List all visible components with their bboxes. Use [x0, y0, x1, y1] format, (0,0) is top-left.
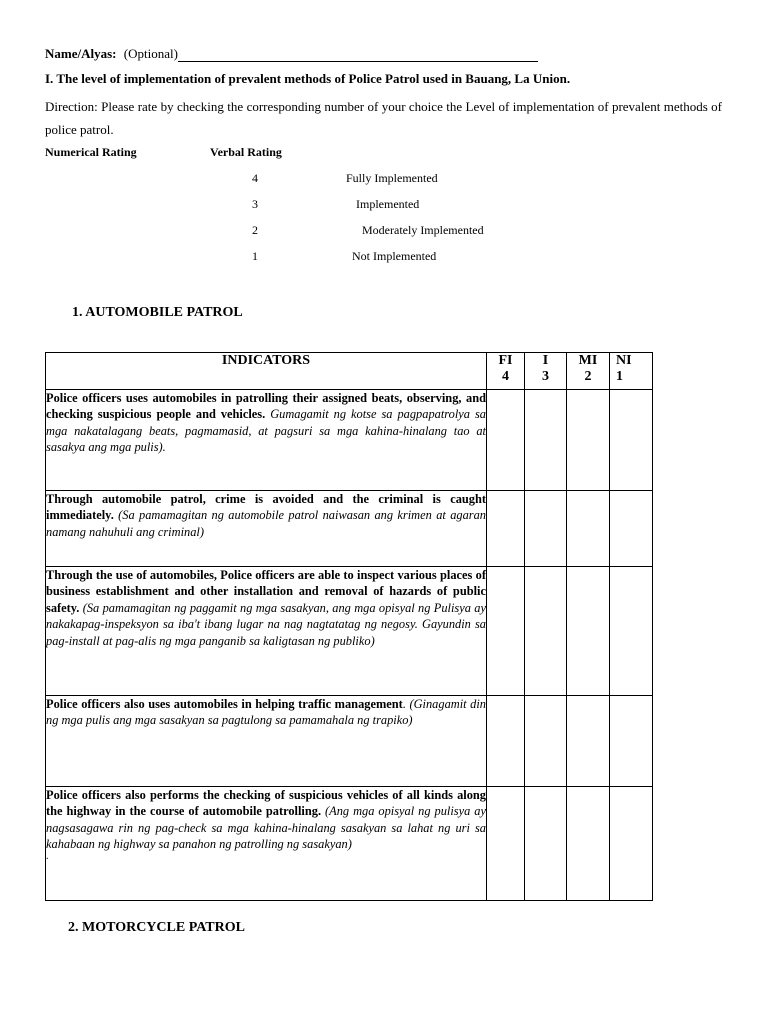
verbal-rating-header: Verbal Rating: [210, 145, 282, 159]
table-row: [46, 390, 653, 491]
rating-cell-ni[interactable]: [610, 491, 653, 567]
trailing-mark: .: [46, 850, 49, 862]
indicator-cell: [46, 390, 487, 491]
column-header-i: [525, 353, 567, 390]
indicator-english: Through automobile patrol, crime is avoided and the criminal is caught immediately.: [46, 492, 486, 523]
rating-cell-i[interactable]: [525, 787, 567, 901]
name-field-label-line: [45, 46, 178, 62]
indicator-filipino: (Sa pamamagitan ng automobile patrol naiwasan ang krimen at agaran namang nahuhuli ang criminal): [46, 508, 486, 539]
rating-cell-mi[interactable]: [567, 491, 610, 567]
rating-table: [45, 352, 653, 901]
rating-cell-i[interactable]: [525, 491, 567, 567]
column-num: 3: [542, 369, 549, 384]
column-abbr: MI: [578, 353, 598, 368]
rating-cell-ni[interactable]: [610, 390, 653, 491]
rating-cell-fi[interactable]: [487, 787, 525, 901]
direction-text: Direction: Please rate by checking the corresponding number of your choice the Level of implementation of prevalent methods of police patrol.: [45, 99, 722, 137]
rating-cell-i[interactable]: [525, 567, 567, 696]
name-label: Name/Alyas:: [45, 46, 117, 61]
rating-cell-ni[interactable]: [610, 696, 653, 787]
indicator-filipino: . (Ginagamit din ng mga pulis ang mga sasakyan sa pagtulong sa pamamahala ng trapiko): [46, 697, 486, 728]
section-title-motorcycle-patrol: 2. MOTORCYCLE PATROL: [68, 920, 245, 935]
numerical-rating-header: Numerical Rating: [45, 145, 137, 159]
column-header-ni: [610, 353, 653, 390]
column-header-fi: [487, 353, 525, 390]
column-abbr: FI: [498, 353, 513, 368]
rating-cell-fi[interactable]: [487, 390, 525, 491]
table-row: [46, 787, 653, 901]
section-heading: I. The level of implementation of prevalent methods of Police Patrol used in Bauang, La Union.: [45, 71, 571, 86]
column-header-mi: [567, 353, 610, 390]
section-title-automobile-patrol: 1. AUTOMOBILE PATROL: [72, 305, 243, 320]
rating-cell-i[interactable]: [525, 696, 567, 787]
rating-verbal: Moderately Implemented: [362, 223, 484, 237]
table-row: [46, 696, 653, 787]
column-num: 1: [616, 369, 623, 384]
rating-number: 2: [252, 223, 258, 237]
indicator-cell: [46, 696, 487, 787]
column-num: 4: [502, 369, 509, 384]
indicator-cell: [46, 567, 487, 696]
rating-number: 3: [252, 197, 258, 211]
indicator-filipino: Gumagamit ng kotse sa pagpapatrolya sa mga nakatalagang beats, pagmamasid, at pagsuri sa mga kahina-hinalang tao at sasakya ang mga pulis).: [46, 407, 486, 455]
rating-cell-fi[interactable]: [487, 696, 525, 787]
rating-cell-mi[interactable]: [567, 787, 610, 901]
column-abbr: I: [542, 353, 549, 368]
indicator-cell: [46, 491, 487, 567]
rating-verbal: Not Implemented: [352, 249, 437, 263]
table-row: [46, 567, 653, 696]
table-header-row: [46, 353, 653, 390]
rating-cell-i[interactable]: [525, 390, 567, 491]
indicator-english: Police officers uses automobiles in patrolling their assigned beats, observing, and checking suspicious people and vehicles.: [46, 391, 486, 422]
rating-cell-mi[interactable]: [567, 567, 610, 696]
indicator-cell: [46, 787, 487, 901]
rating-cell-mi[interactable]: [567, 390, 610, 491]
rating-cell-ni[interactable]: [610, 567, 653, 696]
rating-verbal: Implemented: [356, 197, 420, 211]
indicator-filipino: (Ang mga opisyal ng pulisya ay nagsasagawa rin ng pag-check sa mga kahina-hinalang sasakyan sa lahat ng uri sa kahabaan ng highway sa panahon ng patrolling ng sasakyan): [46, 804, 486, 852]
rating-verbal: Fully Implemented: [346, 171, 438, 185]
rating-number: 4: [252, 171, 258, 185]
indicator-english: Through the use of automobiles, Police officers are able to inspect various places of business establishment and other installation and removal of hazards of public safety.: [46, 568, 486, 615]
rating-cell-fi[interactable]: [487, 567, 525, 696]
rating-cell-ni[interactable]: [610, 787, 653, 901]
name-hint: (Optional): [123, 46, 178, 61]
rating-cell-fi[interactable]: [487, 491, 525, 567]
table-row: [46, 491, 653, 567]
rating-number: 1: [252, 249, 258, 263]
column-abbr: NI: [616, 353, 632, 368]
indicators-header: INDICATORS: [46, 353, 487, 390]
indicator-english: Police officers also uses automobiles in helping traffic management: [46, 697, 403, 711]
rating-cell-mi[interactable]: [567, 696, 610, 787]
indicator-filipino: (Sa pamamagitan ng paggamit ng mga sasakyan, ang mga opisyal ng Pulisya ay nakakapag-inspeksyon sa iba't ibang lugar na nag nagtatatag ng negosy. Gayundin sa pag-install at pag-alis ng mga panganib sa kaligtasan ng publiko): [46, 600, 486, 648]
column-num: 2: [584, 369, 592, 384]
name-input-line[interactable]: [178, 61, 538, 62]
indicator-english: Police officers also performs the checking of suspicious vehicles of all kinds along the highway in the course of automobile patrolling.: [46, 788, 486, 819]
